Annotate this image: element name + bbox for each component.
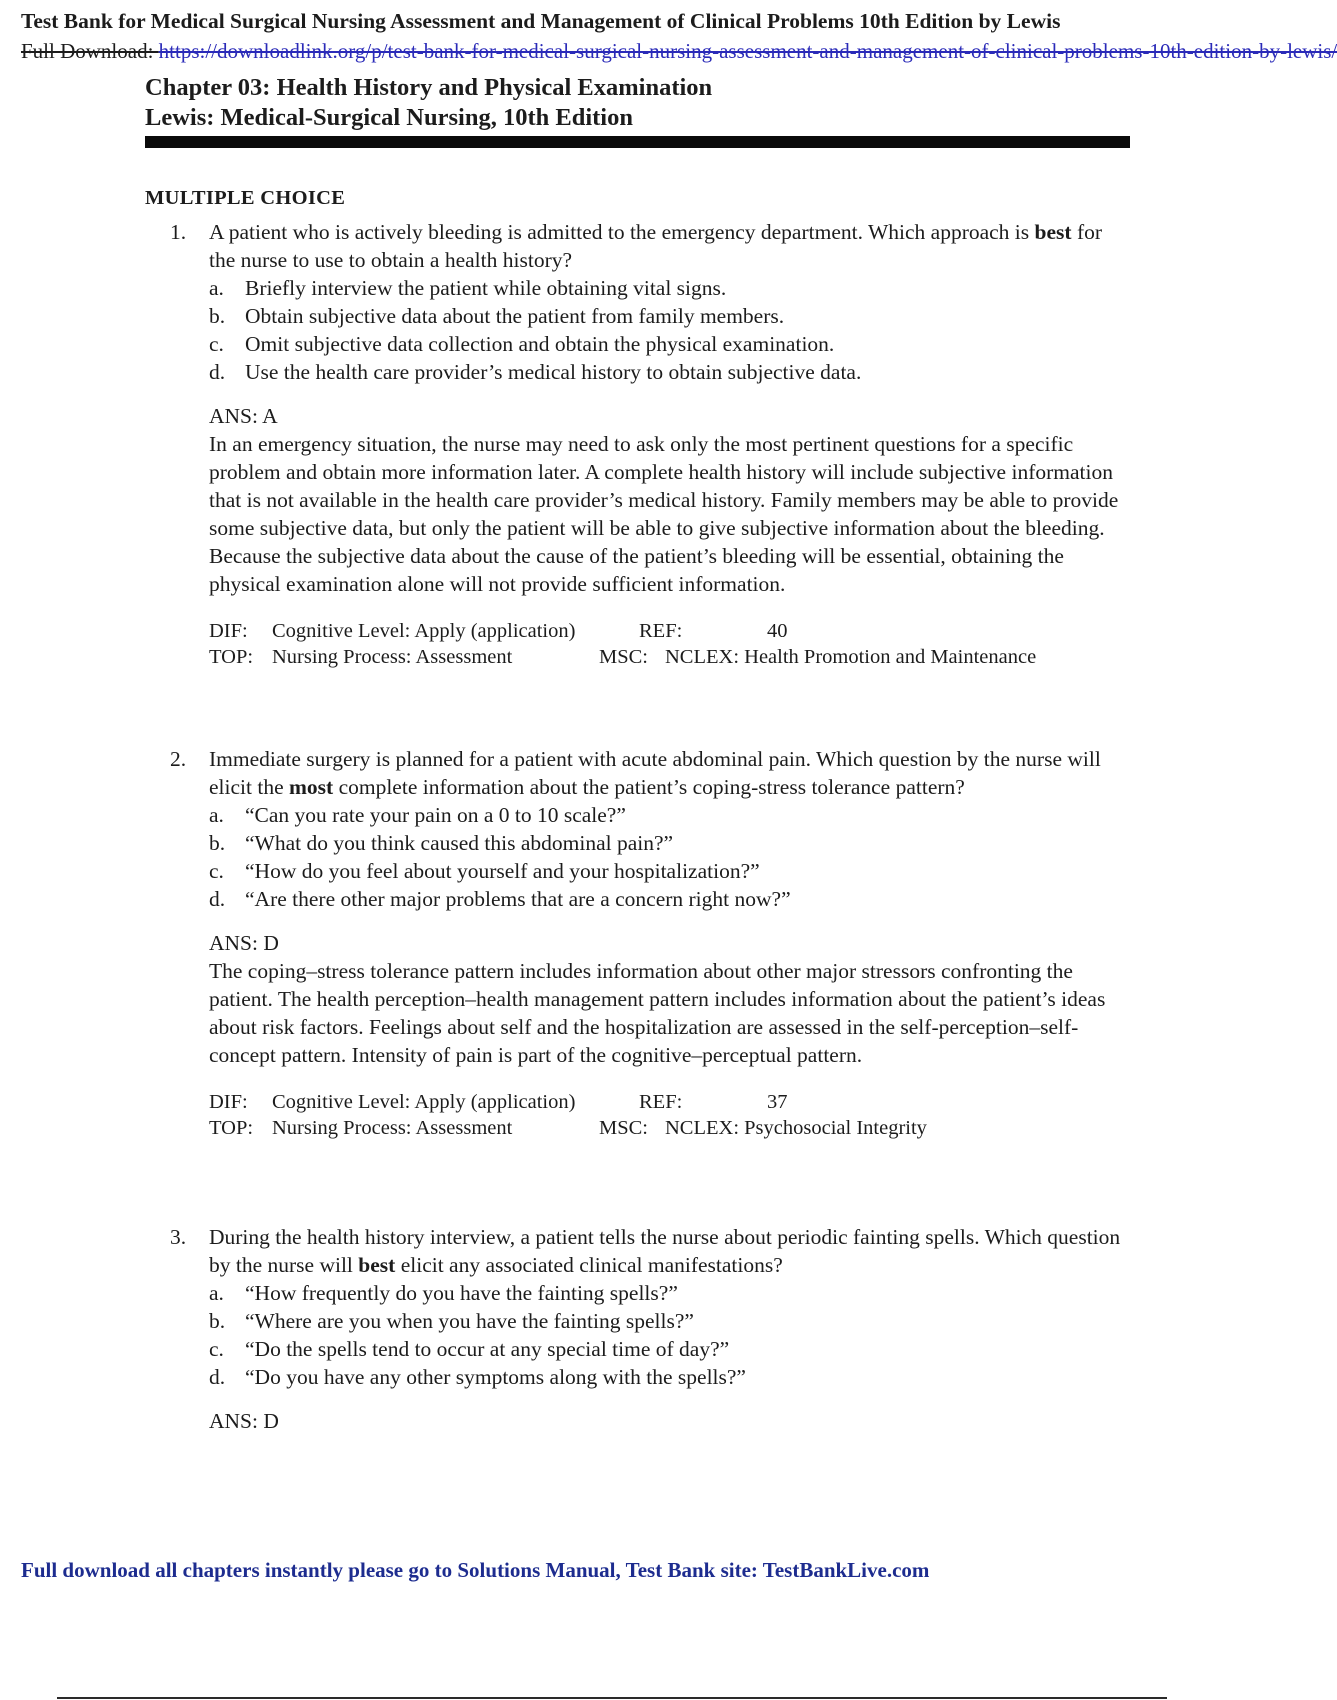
choice-c: c. Omit subjective data collection and obtain the physical examination. (209, 332, 835, 356)
question-3 (170, 1223, 1130, 1435)
bottom-rule (57, 1697, 1167, 1699)
dif-value: Cognitive Level: Apply (application) (272, 1091, 576, 1113)
choice-b: b. “Where are you when you have the fainting spells?” (209, 1309, 694, 1333)
choice-c: c. “How do you feel about yourself and your hospitalization?” (209, 859, 760, 883)
msc-value: NCLEX: Health Promotion and Maintenance (665, 646, 1037, 668)
question-metadata: DIF: Cognitive Level: Apply (application) REF: 37 TOP: Nursing Process: Assessment MSC: NCLEX: Psychosocial Integrity (209, 1091, 927, 1139)
choice-a: a. “How frequently do you have the fainting spells?” (209, 1281, 678, 1305)
section-heading: MULTIPLE CHOICE (145, 187, 346, 209)
rationale: The coping–stress tolerance pattern includes information about other major stressors confronting the patient. The health perception–health management pattern includes information about the patient’s ideas about risk factors. Feelings about self and the hospitalization are assessed in the self-perception–self-concept pattern. Intensity of pain is part of the cognitive–perceptual pattern. (209, 959, 1106, 1067)
book-title: Lewis: Medical-Surgical Nursing, 10th Edition (145, 104, 633, 131)
question-2 (170, 745, 1130, 1141)
chapter-heading (145, 73, 1130, 148)
top-value: Nursing Process: Assessment (272, 646, 513, 668)
answer: ANS: D (209, 931, 279, 955)
dif-value: Cognitive Level: Apply (application) (272, 620, 576, 642)
heading-rule (145, 136, 1130, 148)
ref-value: 37 (767, 1091, 788, 1113)
document-title: Test Bank for Medical Surgical Nursing Assessment and Management of Clinical Problems 10th Edition by Lewis (21, 9, 1061, 33)
rationale: In an emergency situation, the nurse may need to ask only the most pertinent questions for a specific problem and obtain more information later. A complete health history will include subjective information that is not available in the health care provider’s medical history. Family members may be able to provide some subjective data, but only the patient will be able to give subjective information about the bleeding. Because the subjective data about the cause of the patient’s bleeding will be essential, obtaining the physical examination alone will not provide sufficient information. (209, 432, 1119, 596)
choice-b: b. Obtain subjective data about the patient from family members. (209, 304, 785, 328)
choice-a: a. Briefly interview the patient while obtaining vital signs. (209, 276, 727, 300)
choice-c: c. “Do the spells tend to occur at any special time of day?” (209, 1337, 730, 1361)
answer: ANS: A (209, 404, 278, 428)
footer-promo: Full download all chapters instantly please go to Solutions Manual, Test Bank site: TestBankLive.com (21, 1558, 930, 1582)
chapter-title: Chapter 03: Health History and Physical Examination (145, 74, 713, 101)
question-metadata: DIF: Cognitive Level: Apply (application) REF: 40 TOP: Nursing Process: Assessment MSC: NCLEX: Health Promotion and Maintenance (209, 620, 1037, 668)
question-stem: During the health history interview, a patient tells the nurse about periodic fainting spells. Which question by the nurse will best elicit any associated clinical manifestations? (209, 1225, 1121, 1277)
question-stem: A patient who is actively bleeding is admitted to the emergency department. Which approach is best for the nurse to use to obtain a health history? (209, 220, 1103, 272)
question-1 (170, 218, 1130, 670)
question-number: 1. (170, 220, 187, 244)
answer: ANS: D (209, 1409, 279, 1433)
download-link[interactable]: https://downloadlink.org/p/test-bank-for-medical-surgical-nursing-assessment-and-management-of-clinical-problems-10th-edition-by-lewis/ (158, 39, 1337, 63)
choice-list (209, 801, 1130, 913)
question-number: 3. (170, 1225, 187, 1249)
question-number: 2. (170, 747, 187, 771)
ref-value: 40 (767, 620, 788, 642)
choice-a: a. “Can you rate your pain on a 0 to 10 scale?” (209, 803, 626, 827)
msc-value: NCLEX: Psychosocial Integrity (665, 1117, 927, 1139)
choice-d: d. Use the health care provider’s medical history to obtain subjective data. (209, 360, 862, 384)
choice-list (209, 274, 1130, 386)
download-line (21, 39, 1337, 64)
choice-b: b. “What do you think caused this abdominal pain?” (209, 831, 674, 855)
top-value: Nursing Process: Assessment (272, 1117, 513, 1139)
choice-d: d. “Do you have any other symptoms along with the spells?” (209, 1365, 746, 1389)
download-prefix: Full Download: (21, 39, 159, 63)
choice-d: d. “Are there other major problems that are a concern right now?” (209, 887, 791, 911)
choice-list (209, 1279, 1130, 1391)
question-stem: Immediate surgery is planned for a patient with acute abdominal pain. Which question by the nurse will elicit the most complete information about the patient’s coping-stress tolerance pattern? (209, 747, 1101, 799)
